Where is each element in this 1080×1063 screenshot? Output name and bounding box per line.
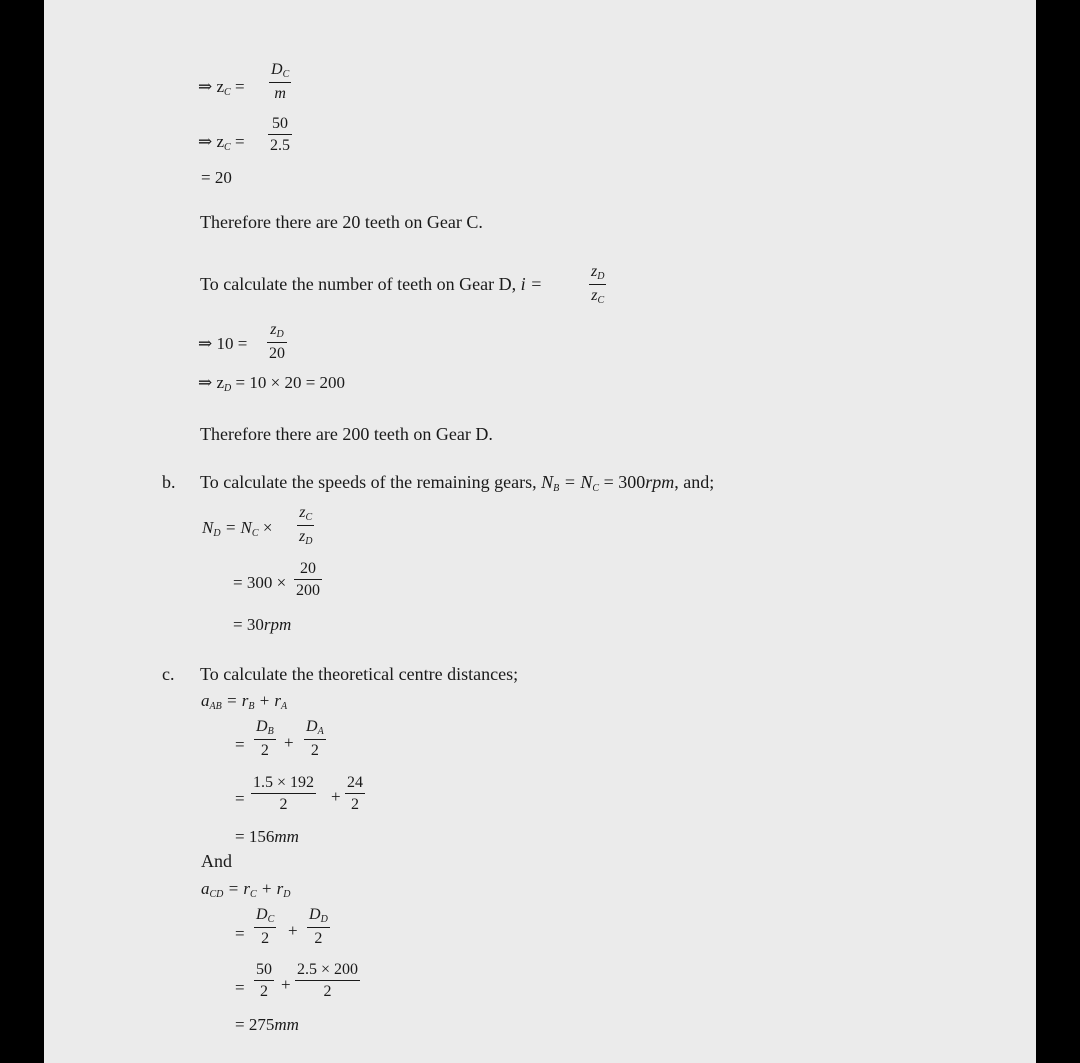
plus-sign: + — [281, 975, 291, 994]
equation-acd: $a_{CD} = r_C + r_D$ — [201, 879, 291, 900]
equation-zc-result: = 20 — [201, 168, 232, 187]
equation-nd-result: = 30rpm — [233, 615, 292, 634]
equation-acd-result: = 275mm — [235, 1015, 299, 1034]
equation-zc-value: ⇒ $z_C$ = — [198, 132, 245, 153]
equals-sign: = — [235, 924, 245, 943]
plus-sign: + — [284, 733, 294, 752]
equation-nd: $N_D = N_C$ × — [202, 518, 273, 539]
fraction-zc-over-zd: $z_C$ $z_D$ — [299, 504, 313, 547]
fraction-dc-over-m: $D_C$ m — [271, 61, 290, 102]
fraction-20-over-200: 20 200 — [296, 560, 320, 599]
equation-zc-def: ⇒ $z_C$ = — [198, 77, 245, 98]
fraction-zd-over-20: $z_D$ 20 — [269, 321, 285, 362]
equals-sign: = — [235, 978, 245, 997]
equation-aab-result: = 156mm — [235, 827, 299, 846]
equals-sign: = — [235, 735, 245, 754]
equation-aab: $a_{AB} = r_B + r_A$ — [201, 691, 288, 712]
document-page — [44, 0, 1036, 1063]
part-c-intro: To calculate the theoretical centre distances; — [200, 664, 519, 684]
fraction-db-over-2: $D_B$ 2 — [256, 718, 274, 759]
and-label: And — [201, 851, 232, 871]
fraction-50-over-2: 50 2 — [256, 961, 272, 1000]
plus-sign: + — [288, 921, 298, 940]
conclusion-gear-c: Therefore there are 20 teeth on Gear C. — [200, 212, 483, 232]
fraction-dc-over-2: $D_C$ 2 — [256, 906, 275, 947]
fraction-da-over-2: $D_A$ 2 — [306, 718, 324, 759]
equals-sign: = — [235, 789, 245, 808]
equation-nd-substitute: = 300 × — [233, 573, 287, 592]
fraction-24-over-2: 24 2 — [347, 774, 363, 813]
part-b-label: b. — [162, 472, 176, 492]
fraction-zd-over-zc: $z_D$ $z_C$ — [591, 263, 605, 306]
plus-sign: + — [331, 787, 341, 806]
fraction-1.5x192-over-2: 1.5 × 192 2 — [253, 774, 315, 813]
fraction-2.5x200-over-2: 2.5 × 200 2 — [297, 961, 359, 1000]
intro-gear-d: To calculate the number of teeth on Gear D, i = — [200, 274, 543, 294]
part-c-label: c. — [162, 664, 175, 684]
part-b-intro: To calculate the speeds of the remaining gears, $N_B = N_C = 300rpm$, and; — [200, 472, 715, 494]
equation-zd-result: ⇒ $z_D = 10 \times 20 = 200$ — [198, 373, 346, 394]
fraction-50-over-2.5: 50 2.5 — [270, 115, 290, 154]
fraction-dd-over-2: $D_D$ 2 — [309, 906, 328, 947]
conclusion-gear-d: Therefore there are 200 teeth on Gear D. — [200, 424, 493, 444]
equation-ratio-10: ⇒ 10 = — [198, 334, 248, 353]
